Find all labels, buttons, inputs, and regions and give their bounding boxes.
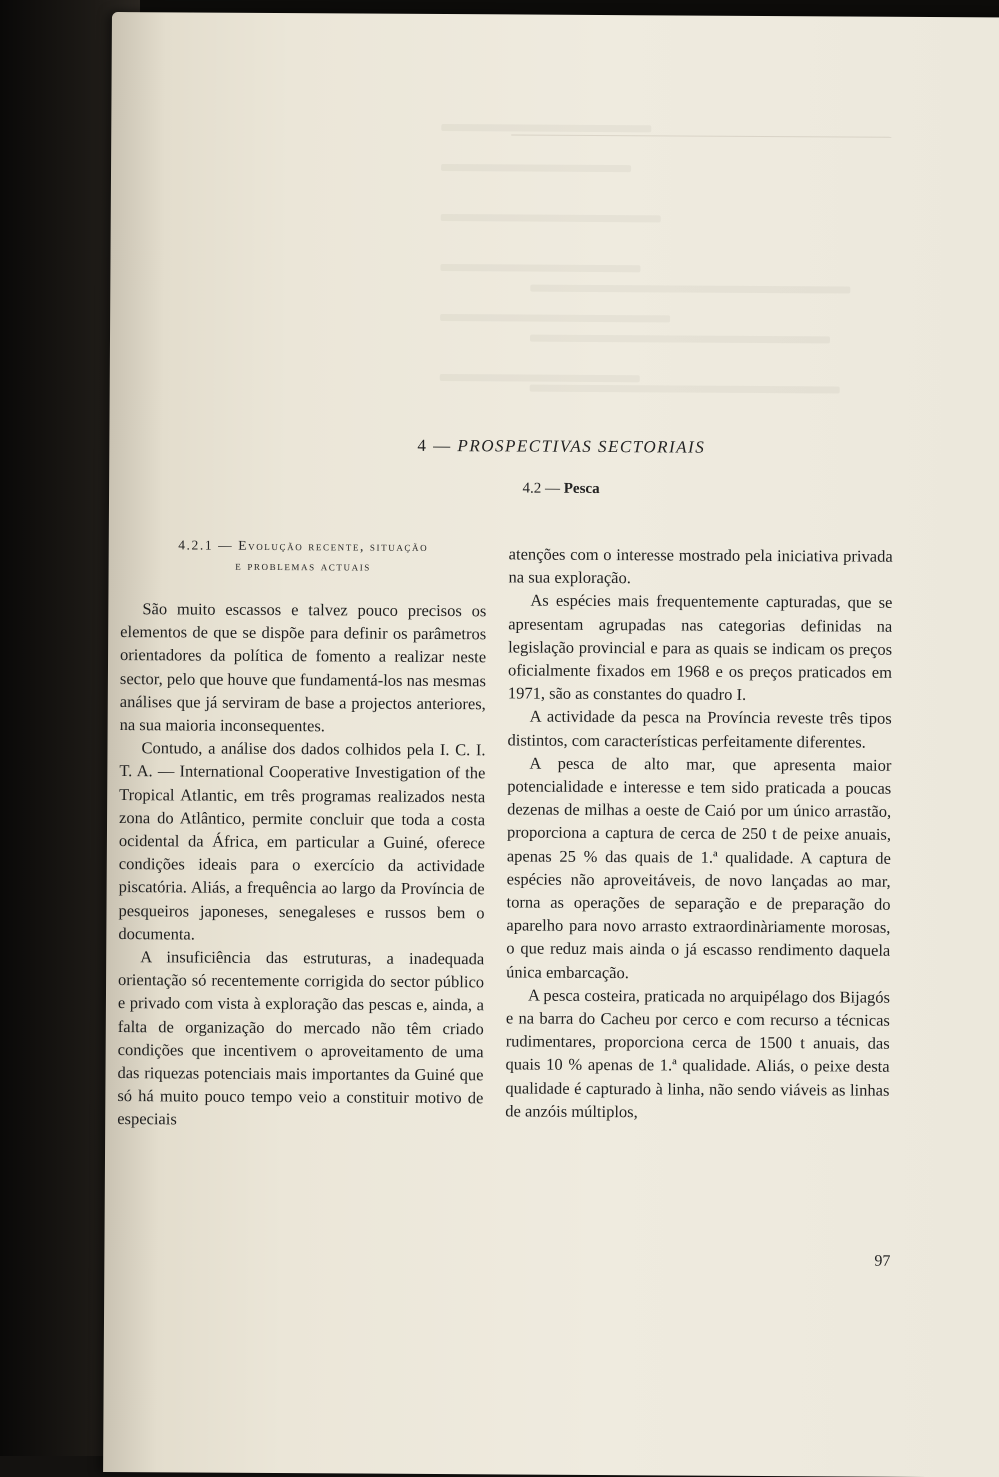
paragraph: atenções com o interesse mostrado pela iniciativa privada na sua exploração. [508, 544, 893, 588]
subsection-title [121, 535, 486, 577]
paragraph: São muito escassos e talvez pouco precisos os elementos de que se dispõe para definir os parâmetros orientadores da política de fomento a realizar neste sector, pelo que houve que fundamentá-los nas mesmas análises que já serviram de base a projectos anteriores, na sua maioria inconsequentes. [119, 599, 487, 736]
chapter-title: PROSPECTIVAS SECTORIAIS [457, 436, 706, 457]
show-through [440, 374, 640, 382]
right-column [505, 542, 893, 1124]
show-through [440, 314, 670, 322]
left-column [117, 597, 486, 1133]
paragraph: A actividade da pesca na Província reveste três tipos distintos, com características perfeitamente diferentes. [507, 706, 892, 752]
section-heading [341, 479, 781, 499]
book-page [103, 12, 999, 1477]
section-number: 4.2 — [522, 480, 561, 497]
show-through [441, 124, 651, 132]
show-through [530, 285, 850, 294]
show-through [440, 264, 640, 272]
paragraph: Contudo, a análise dos dados colhidos pela I. C. I. T. A. — International Cooperative Investigation of the Tropical Atlantic, em três programas realizados nesta zona do Atlântico, permite concluir que toda a costa ocidental da África, em particular a Guiné, oferece condições ideais para o exercício da actividade piscatória. Aliás, a frequência ao largo da Província de pesqueiros japoneses, senegaleses e russos bem o documenta. [118, 738, 486, 944]
subsection-title-line-2: e problemas actuais [235, 557, 371, 574]
page-number: 97 [874, 1252, 891, 1270]
paragraph: A insuficiência das estruturas, a inadequada orientação só recentemente corrigida do sector público e privado com vista à exploração das pescas e, ainda, a falta de organização do mercado não têm criado condições que incentivem o aproveitamento de uma das riquezas potenciais mais importantes da Guiné que só há muito pouco tempo veio a constituir motivo de especiais [117, 947, 485, 1129]
show-through [530, 385, 840, 394]
section-title: Pesca [563, 480, 600, 497]
chapter-heading [341, 435, 781, 458]
paragraph: A pesca de alto mar, que apresenta maior potencialidade e interesse e tem sido praticada a poucas dezenas de milhas a oeste de Caió por um único arrastão, proporciona a captura de cerca de 250 t de peixe anuais, apenas 25 % das quais de 1.ª qualidade. A captura de espécies não aproveitáveis, de novo lançadas ao mar, torna as operações de separação e de preparação do aparelho para novo arrasto extraordinàriamente morosas, o que reduz mais ainda o já escasso rendimento daquela única embarcação. [506, 753, 892, 982]
show-through [530, 335, 830, 344]
chapter-number: 4 — [417, 435, 452, 456]
subsection-title-line-1: 4.2.1 — Evolução recente, situação [178, 537, 429, 554]
paragraph: As espécies mais frequentemente capturadas, que se apresentam agrupadas nas categorias definidas na legislação provincial e para as quais se indicam os preços oficialmente fixados em 1968 e os preços praticados em 1971, são as constantes do quadro I. [507, 590, 893, 705]
paragraph: A pesca costeira, praticada no arquipélago dos Bijagós e na barra do Cacheu por cerco e com recurso a técnicas rudimentares, proporciona cerca de 1500 t anuais, das quais 10 % apenas de 1.ª qualidade. Aliás, o peixe desta qualidade é capturado à linha, não sendo viáveis as linhas de anzóis múltiplos, [505, 985, 891, 1122]
show-through [441, 164, 631, 172]
show-through [511, 134, 891, 137]
show-through [441, 214, 661, 222]
